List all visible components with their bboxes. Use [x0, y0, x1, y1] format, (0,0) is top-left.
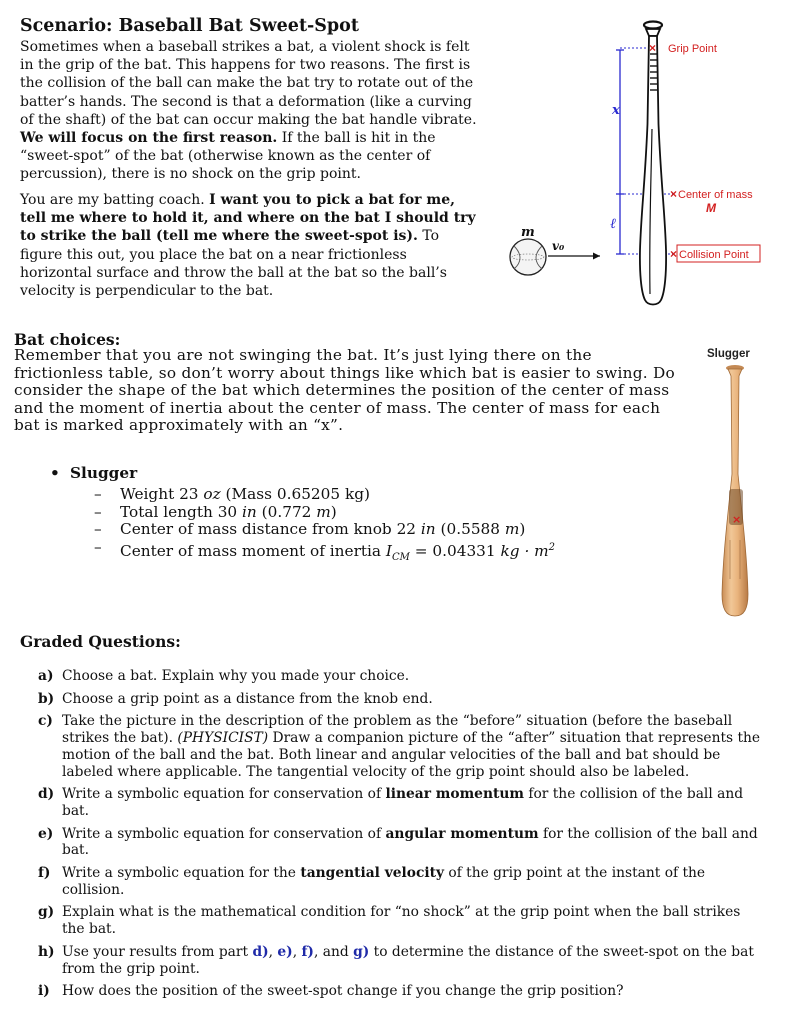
slugger-name: Slugger — [70, 464, 138, 482]
question-f: f) Write a symbolic equation for the tangential velocity of the grip point at the instant of the collision. — [38, 865, 706, 898]
question-g: g) Explain what is the mathematical condition for “no shock” at the grip point when the ball strikes the bat. — [38, 904, 741, 938]
spec-center-of-mass: – Center of mass distance from knob 22 in (0.5588 m) — [94, 520, 526, 539]
p2-text-c: To figure this out, you place the bat on a near frictionless horizontal surface and throw the ball at the bat so the ball’s velocity is perpendicular to the bat. — [20, 228, 447, 300]
question-d: d) Write a symbolic equation for conservation of linear momentum for the collision of the ball and bat. — [38, 786, 744, 819]
question-e: e) Write a symbolic equation for conservation of angular momentum for the collision of the ball and bat. — [38, 825, 758, 859]
velocity-arrowhead — [593, 253, 600, 260]
slugger-specs — [94, 486, 690, 567]
grip-cross-mark: × — [649, 41, 657, 55]
bat-choices-text: Remember that you are not swinging the bat. It’s just lying there on the frictionless table, so don’t worry about things like which bat is easier to swing. Do consider the shape of the bat which determines the position of the center of mass and the moment of inertia about the center of mass. The center of mass for each bat is marked approximately with an “x”. — [14, 346, 675, 435]
scenario-title: Scenario: Baseball Bat Sweet-Spot — [20, 16, 359, 36]
grip-point-label: Grip Point — [668, 43, 717, 55]
question-b: b) Choose a grip point as a distance from the knob end. — [38, 690, 433, 707]
p1-text-b: We will focus on the first reason. — [20, 130, 278, 147]
p1-text-c: If the ball is hit in the “sweet-spot” of the bat (otherwise known as the center of percussion), there is no shock on the grip point. — [20, 130, 436, 183]
graded-questions-title: Graded Questions: — [20, 632, 181, 651]
l-distance-label: ℓ — [610, 216, 616, 232]
bullet-dot: • — [50, 464, 60, 482]
ref-part-d: d) — [252, 943, 269, 960]
p2-text-b: I want you to pick a bat for me, tell me where to hold it, and where on the bat I should try to strike the ball (tell me where the sweet-spot is). — [20, 192, 476, 245]
spec-moment-of-inertia: – Center of mass moment of inertia $I_{CM} = 0.04331$ kg · $m^2$ — [94, 538, 556, 564]
bat-choices-title: Bat choices: — [14, 330, 121, 349]
bullet-slugger — [50, 464, 690, 482]
question-c: c) Take the picture in the description of the problem as the “before” situation (before the baseball strikes the bat). (PHYSICIST) Draw a companion picture of the “after” situation that represents the motion of the ball and the bat. Both linear and angular velocities of the ball and bat should be labeled where applicable. The tangential velocity of the grip point should also be labeled. — [38, 713, 761, 780]
slugger-bat-image — [708, 364, 762, 620]
spec-length: – Total length 30 in (0.772 m) — [94, 502, 337, 521]
mass-symbol-label: M — [706, 201, 716, 215]
center-of-mass-label: Center of mass — [678, 189, 753, 201]
mass-m-label: m — [521, 225, 535, 240]
collision-point-label: Collision Point — [679, 249, 749, 261]
cm-cross-mark: × — [670, 187, 678, 201]
question-h: h) Use your results from part d), e), f), and g) to determine the distance of the sweet-spot on the bat from the grip point. — [38, 943, 754, 977]
scenario-paragraph-2 — [20, 191, 482, 300]
ref-part-e: e) — [277, 943, 293, 960]
question-a: a) Choose a bat. Explain why you made your choice. — [38, 668, 410, 684]
slugger-cm-mark: × — [732, 513, 742, 526]
p1-text-a: Sometimes when a baseball strikes a bat, a violent shock is felt in the grip of the bat. This happens for two reasons. The first is the collision of the ball can make the bat try to rotate out of the batter’s hands. The second is that a deformation (like a curving of the shaft) of the bat can occur making the bat handle vibrate. — [20, 39, 477, 128]
collision-diagram — [500, 14, 770, 314]
bat-drawing — [640, 22, 666, 305]
p2-text-a: You are my batting coach. — [20, 192, 210, 208]
ref-part-f: f) — [301, 943, 314, 960]
slugger-spec-list — [50, 464, 690, 567]
spec-weight: – Weight 23 oz (Mass 0.65205 kg) — [94, 485, 371, 503]
slugger-image-label: Slugger — [707, 348, 750, 360]
x-distance-label: x — [612, 103, 620, 118]
question-i: i) How does the position of the sweet-spot change if you change the grip position? — [38, 983, 624, 1000]
baseball-drawing — [510, 239, 546, 275]
velocity-v0-label: v₀ — [552, 239, 565, 253]
graded-questions-list — [38, 668, 763, 1000]
ref-part-g: g) — [353, 943, 370, 960]
collision-cross-mark: × — [670, 247, 678, 261]
scenario-paragraph-1 — [20, 38, 482, 184]
